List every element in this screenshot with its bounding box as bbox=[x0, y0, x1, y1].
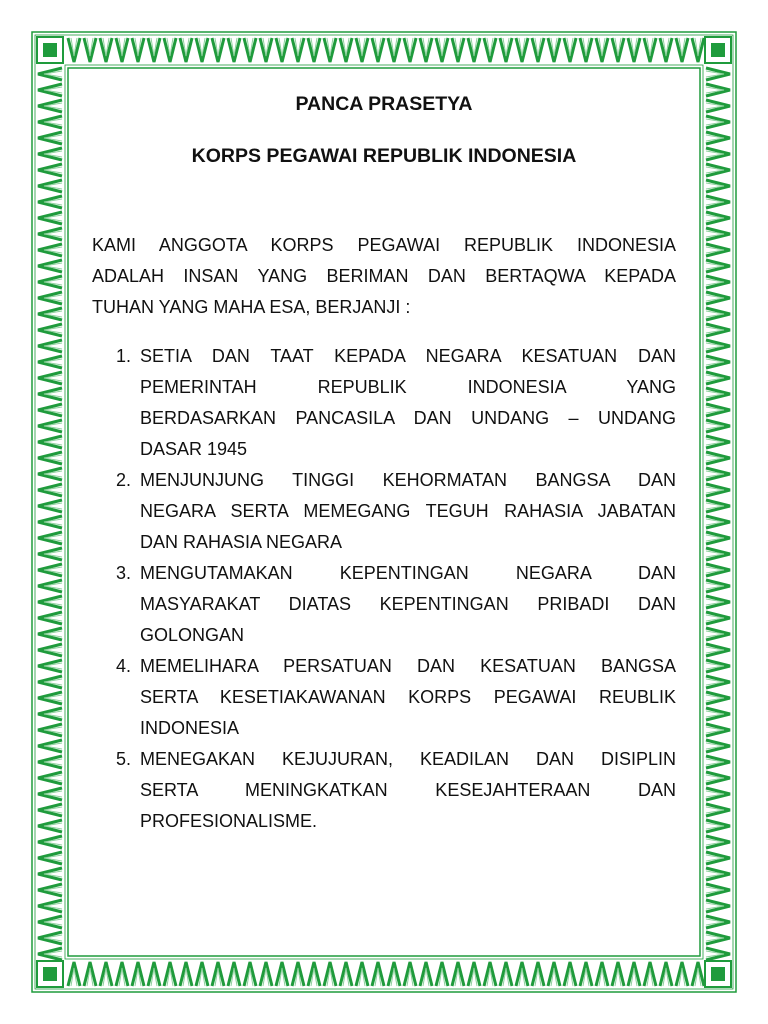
border-chevron bbox=[196, 962, 208, 986]
border-chevron bbox=[38, 228, 62, 240]
border-chevron bbox=[564, 962, 576, 986]
border-chevron bbox=[340, 38, 352, 62]
border-chevron bbox=[38, 244, 62, 256]
border-chevron bbox=[516, 962, 528, 986]
border-chevron bbox=[38, 324, 62, 336]
document-title: PANCA PRASETYA bbox=[295, 93, 473, 115]
border-chevron bbox=[484, 38, 496, 62]
border-chevron bbox=[580, 962, 592, 986]
border-chevron bbox=[180, 38, 192, 62]
border-chevron bbox=[706, 532, 730, 544]
border-chevron bbox=[38, 564, 62, 576]
border-chevron bbox=[706, 772, 730, 784]
border-chevron bbox=[38, 852, 62, 864]
border-chevron bbox=[100, 962, 112, 986]
pledge-line: MEMELIHARA PERSATUAN DAN KESATUAN BANGSA bbox=[140, 656, 676, 676]
border-chevron bbox=[548, 38, 560, 62]
pledge-item bbox=[92, 465, 676, 558]
border-chevron bbox=[706, 820, 730, 832]
border-chevron bbox=[706, 404, 730, 416]
border-chevron bbox=[388, 38, 400, 62]
border-chevron bbox=[706, 500, 730, 512]
border-chevron bbox=[38, 180, 62, 192]
border-chevron bbox=[516, 38, 528, 62]
border-chevron bbox=[706, 276, 730, 288]
border-chevron bbox=[706, 756, 730, 768]
pledge-line: BERDASARKAN PANCASILA DAN UNDANG – UNDANG bbox=[140, 408, 676, 428]
border-chevron bbox=[706, 708, 730, 720]
border-chevron bbox=[706, 228, 730, 240]
border-chevron bbox=[706, 788, 730, 800]
border-corner bbox=[43, 43, 57, 57]
border-chevron bbox=[706, 436, 730, 448]
border-chevron bbox=[676, 962, 688, 986]
border-chevron bbox=[500, 38, 512, 62]
border-chevron bbox=[308, 38, 320, 62]
border-chevron bbox=[706, 948, 730, 960]
border-chevron bbox=[420, 38, 432, 62]
border-chevron bbox=[628, 962, 640, 986]
border-chevron bbox=[706, 148, 730, 160]
border-chevron bbox=[706, 196, 730, 208]
border-chevron bbox=[596, 962, 608, 986]
pledge-line: DASAR 1945 bbox=[140, 439, 248, 459]
border-chevron bbox=[38, 548, 62, 560]
border-chevron bbox=[532, 38, 544, 62]
border-chevron bbox=[68, 38, 80, 62]
pledge-line: NEGARA SERTA MEMEGANG TEGUH RAHASIA JABATAN bbox=[140, 501, 676, 521]
intro-line: TUHAN YANG MAHA ESA, BERJANJI : bbox=[92, 297, 411, 317]
border-chevron bbox=[38, 308, 62, 320]
border-chevron bbox=[706, 340, 730, 352]
border-chevron bbox=[228, 38, 240, 62]
pledge-number: 1. bbox=[116, 346, 132, 366]
border-chevron bbox=[148, 38, 160, 62]
border-chevron bbox=[38, 932, 62, 944]
intro-paragraph bbox=[92, 230, 676, 323]
border-chevron bbox=[612, 962, 624, 986]
border-chevron bbox=[706, 212, 730, 224]
border-chevron bbox=[372, 38, 384, 62]
border-chevron bbox=[706, 740, 730, 752]
border-chevron bbox=[38, 628, 62, 640]
border-chevron bbox=[706, 660, 730, 672]
pledge-line: MENJUNJUNG TINGGI KEHORMATAN BANGSA DAN bbox=[140, 470, 676, 490]
border-chevron bbox=[706, 484, 730, 496]
border-chevron bbox=[38, 148, 62, 160]
border-chevron bbox=[706, 564, 730, 576]
border-chevron bbox=[548, 962, 560, 986]
border-chevron bbox=[260, 38, 272, 62]
border-chevron bbox=[692, 38, 704, 62]
border-chevron bbox=[706, 260, 730, 272]
border-chevron bbox=[164, 962, 176, 986]
border-chevron bbox=[706, 324, 730, 336]
border-chevron bbox=[706, 692, 730, 704]
document-content bbox=[92, 86, 676, 837]
border-chevron bbox=[38, 644, 62, 656]
border-chevron bbox=[706, 132, 730, 144]
intro-line: ADALAH INSAN YANG BERIMAN DAN BERTAQWA KEPADA bbox=[92, 266, 676, 286]
border-chevron bbox=[148, 962, 160, 986]
border-chevron bbox=[38, 468, 62, 480]
border-chevron bbox=[660, 962, 672, 986]
border-chevron bbox=[706, 356, 730, 368]
border-chevron bbox=[706, 932, 730, 944]
border-chevron bbox=[244, 962, 256, 986]
border-chevron bbox=[484, 962, 496, 986]
pledge-line: PROFESIONALISME. bbox=[140, 811, 318, 831]
pledge-item bbox=[92, 744, 676, 837]
border-chevron bbox=[38, 340, 62, 352]
border-chevron bbox=[468, 38, 480, 62]
border-chevron bbox=[84, 38, 96, 62]
border-chevron bbox=[706, 868, 730, 880]
border-chevron bbox=[228, 962, 240, 986]
pledge-number: 5. bbox=[116, 749, 132, 769]
border-chevron bbox=[706, 68, 730, 80]
border-chevron bbox=[38, 740, 62, 752]
border-chevron bbox=[324, 962, 336, 986]
border-chevron bbox=[38, 68, 62, 80]
border-chevron bbox=[38, 788, 62, 800]
pledge-item bbox=[92, 558, 676, 651]
pledge-number: 4. bbox=[116, 656, 132, 676]
border-chevron bbox=[340, 962, 352, 986]
border-chevron bbox=[706, 84, 730, 96]
border-chevron bbox=[644, 962, 656, 986]
border-chevron bbox=[436, 962, 448, 986]
border-chevron bbox=[404, 38, 416, 62]
border-chevron bbox=[706, 388, 730, 400]
border-chevron bbox=[276, 38, 288, 62]
border-chevron bbox=[706, 516, 730, 528]
border-chevron bbox=[38, 372, 62, 384]
border-chevron bbox=[706, 724, 730, 736]
pledge-item bbox=[92, 651, 676, 744]
border-chevron bbox=[676, 38, 688, 62]
border-chevron bbox=[68, 962, 80, 986]
border-chevron bbox=[38, 612, 62, 624]
border-chevron bbox=[706, 308, 730, 320]
border-chevron bbox=[38, 292, 62, 304]
border-chevron bbox=[38, 916, 62, 928]
pledge-list bbox=[92, 341, 676, 837]
border-chevron bbox=[500, 962, 512, 986]
border-chevron bbox=[372, 962, 384, 986]
border-chevron bbox=[706, 292, 730, 304]
border-chevron bbox=[628, 38, 640, 62]
border-chevron bbox=[180, 962, 192, 986]
border-chevron bbox=[244, 38, 256, 62]
border-chevron bbox=[564, 38, 576, 62]
pledge-line: MENEGAKAN KEJUJURAN, KEADILAN DAN DISIPLIN bbox=[140, 749, 676, 769]
border-chevron bbox=[38, 388, 62, 400]
border-chevron bbox=[436, 38, 448, 62]
border-chevron bbox=[38, 196, 62, 208]
pledge-item bbox=[92, 341, 676, 465]
border-chevron bbox=[706, 420, 730, 432]
border-chevron bbox=[706, 804, 730, 816]
border-chevron bbox=[38, 100, 62, 112]
border-chevron bbox=[84, 962, 96, 986]
pledge-line: SERTA MENINGKATKAN KESEJAHTERAAN DAN bbox=[140, 780, 676, 800]
border-chevron bbox=[38, 692, 62, 704]
border-chevron bbox=[468, 962, 480, 986]
border-chevron bbox=[38, 420, 62, 432]
border-chevron bbox=[292, 962, 304, 986]
border-chevron bbox=[706, 452, 730, 464]
border-chevron bbox=[38, 804, 62, 816]
border-chevron bbox=[38, 820, 62, 832]
border-chevron bbox=[420, 962, 432, 986]
pledge-line: SETIA DAN TAAT KEPADA NEGARA KESATUAN DAN bbox=[140, 346, 676, 366]
border-chevron bbox=[38, 212, 62, 224]
document-subtitle: KORPS PEGAWAI REPUBLIK INDONESIA bbox=[191, 145, 577, 167]
border-chevron bbox=[644, 38, 656, 62]
border-chevron bbox=[532, 962, 544, 986]
border-chevron bbox=[38, 676, 62, 688]
border-chevron bbox=[276, 962, 288, 986]
pledge-number: 3. bbox=[116, 563, 132, 583]
border-chevron bbox=[38, 772, 62, 784]
border-corner bbox=[711, 43, 725, 57]
pledge-line: GOLONGAN bbox=[140, 625, 245, 645]
border-chevron bbox=[38, 756, 62, 768]
border-chevron bbox=[132, 962, 144, 986]
border-chevron bbox=[580, 38, 592, 62]
border-chevron bbox=[706, 116, 730, 128]
intro-line: KAMI ANGGOTA KORPS PEGAWAI REPUBLIK INDONESIA bbox=[92, 235, 676, 255]
border-chevron bbox=[706, 884, 730, 896]
border-chevron bbox=[308, 962, 320, 986]
border-chevron bbox=[706, 612, 730, 624]
border-chevron bbox=[38, 500, 62, 512]
border-chevron bbox=[706, 580, 730, 592]
border-chevron bbox=[38, 452, 62, 464]
border-chevron bbox=[38, 484, 62, 496]
border-chevron bbox=[452, 38, 464, 62]
border-corner bbox=[43, 967, 57, 981]
border-chevron bbox=[38, 596, 62, 608]
border-chevron bbox=[706, 644, 730, 656]
pledge-line: INDONESIA bbox=[140, 718, 240, 738]
border-chevron bbox=[612, 38, 624, 62]
border-chevron bbox=[38, 724, 62, 736]
border-chevron bbox=[38, 884, 62, 896]
border-chevron bbox=[38, 708, 62, 720]
border-chevron bbox=[706, 100, 730, 112]
border-chevron bbox=[196, 38, 208, 62]
border-chevron bbox=[38, 868, 62, 880]
border-chevron bbox=[38, 356, 62, 368]
border-chevron bbox=[38, 532, 62, 544]
border-chevron bbox=[452, 962, 464, 986]
border-chevron bbox=[292, 38, 304, 62]
border-chevron bbox=[706, 372, 730, 384]
border-chevron bbox=[116, 962, 128, 986]
border-chevron bbox=[132, 38, 144, 62]
border-chevron bbox=[38, 84, 62, 96]
border-chevron bbox=[706, 244, 730, 256]
border-chevron bbox=[356, 38, 368, 62]
border-chevron bbox=[212, 962, 224, 986]
pledge-line: MASYARAKAT DIATAS KEPENTINGAN PRIBADI DAN bbox=[140, 594, 676, 614]
pledge-line: MENGUTAMAKAN KEPENTINGAN NEGARA DAN bbox=[140, 563, 676, 583]
border-chevron bbox=[100, 38, 112, 62]
border-chevron bbox=[706, 852, 730, 864]
border-chevron bbox=[38, 436, 62, 448]
border-chevron bbox=[38, 116, 62, 128]
border-chevron bbox=[38, 276, 62, 288]
border-chevron bbox=[38, 516, 62, 528]
border-chevron bbox=[706, 596, 730, 608]
border-chevron bbox=[388, 962, 400, 986]
pledge-line: PEMERINTAH REPUBLIK INDONESIA YANG bbox=[140, 377, 676, 397]
border-chevron bbox=[706, 628, 730, 640]
border-corner bbox=[711, 967, 725, 981]
border-chevron bbox=[212, 38, 224, 62]
border-chevron bbox=[38, 164, 62, 176]
border-chevron bbox=[38, 404, 62, 416]
border-chevron bbox=[706, 164, 730, 176]
border-chevron bbox=[706, 180, 730, 192]
border-chevron bbox=[706, 916, 730, 928]
border-chevron bbox=[38, 260, 62, 272]
border-chevron bbox=[38, 132, 62, 144]
border-chevron bbox=[404, 962, 416, 986]
border-chevron bbox=[38, 580, 62, 592]
border-chevron bbox=[38, 900, 62, 912]
pledge-line: SERTA KESETIAKAWANAN KORPS PEGAWAI REUBLIK bbox=[140, 687, 676, 707]
border-chevron bbox=[116, 38, 128, 62]
border-chevron bbox=[706, 548, 730, 560]
border-chevron bbox=[324, 38, 336, 62]
border-chevron bbox=[706, 900, 730, 912]
border-chevron bbox=[356, 962, 368, 986]
pledge-line: DAN RAHASIA NEGARA bbox=[140, 532, 343, 552]
border-chevron bbox=[692, 962, 704, 986]
border-chevron bbox=[706, 468, 730, 480]
border-chevron bbox=[706, 676, 730, 688]
border-chevron bbox=[596, 38, 608, 62]
border-chevron bbox=[660, 38, 672, 62]
border-chevron bbox=[164, 38, 176, 62]
border-chevron bbox=[706, 836, 730, 848]
border-chevron bbox=[38, 660, 62, 672]
border-chevron bbox=[260, 962, 272, 986]
border-chevron bbox=[38, 948, 62, 960]
border-chevron bbox=[38, 836, 62, 848]
pledge-number: 2. bbox=[116, 470, 132, 490]
